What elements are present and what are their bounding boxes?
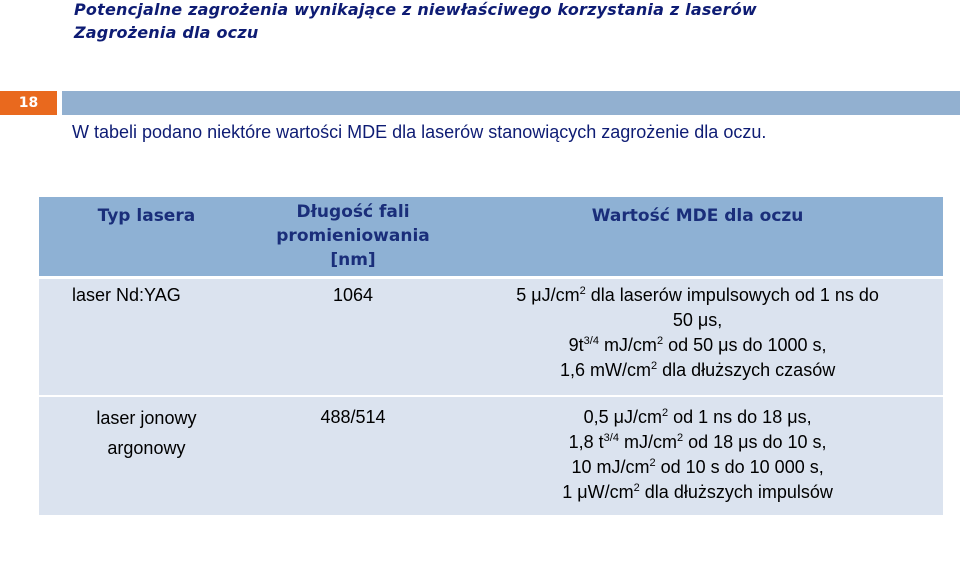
mde-table — [39, 197, 943, 515]
table-header-row — [39, 197, 943, 278]
cell-wavelength: 1064 — [254, 278, 452, 397]
slide-number: 18 — [0, 91, 57, 115]
cell-wavelength: 488/514 — [254, 396, 452, 515]
cell-laser-type: laser Nd:YAG — [39, 278, 254, 397]
slide-title: Potencjalne zagrożenia wynikające z niewłaściwego korzystania z laserów — [74, 0, 757, 19]
table-row — [39, 396, 943, 515]
intro-text: W tabeli podano niektóre wartości MDE dla laserów stanowiących zagrożenie dla oczu. — [72, 122, 767, 142]
header-rule — [62, 91, 960, 115]
cell-mde-value: 5 $\mu J/cm^2$ dla laserów impulsowych od 1 ns do 50 μs, $9t^{3/4}$ $mJ/cm^2$ od 50 μs do 1000 s, 1,6 $mW/cm^2$ dla dłuższych czasów — [452, 278, 943, 397]
slide-subtitle: Zagrożenia dla oczu — [74, 23, 259, 42]
header-wavelength: Długość fali promieniowania [nm] — [254, 197, 452, 278]
header-mde-value: Wartość MDE dla oczu — [452, 197, 943, 278]
table-row — [39, 278, 943, 397]
header-laser-type: Typ lasera — [39, 197, 254, 278]
cell-laser-type: laser jonowy argonowy — [39, 396, 254, 515]
cell-mde-value: 0,5 $\mu J/cm^2$ od 1 ns do 18 μs, 1,8 $t^{3/4}$ $mJ/cm^2$ od 18 μs do 10 s, 10 $mJ/cm^2$ od 10 s do 10 000 s, 1 $\mu W/cm^2$ dla dłuższych impulsów — [452, 396, 943, 515]
slide-header-bar — [0, 91, 960, 115]
